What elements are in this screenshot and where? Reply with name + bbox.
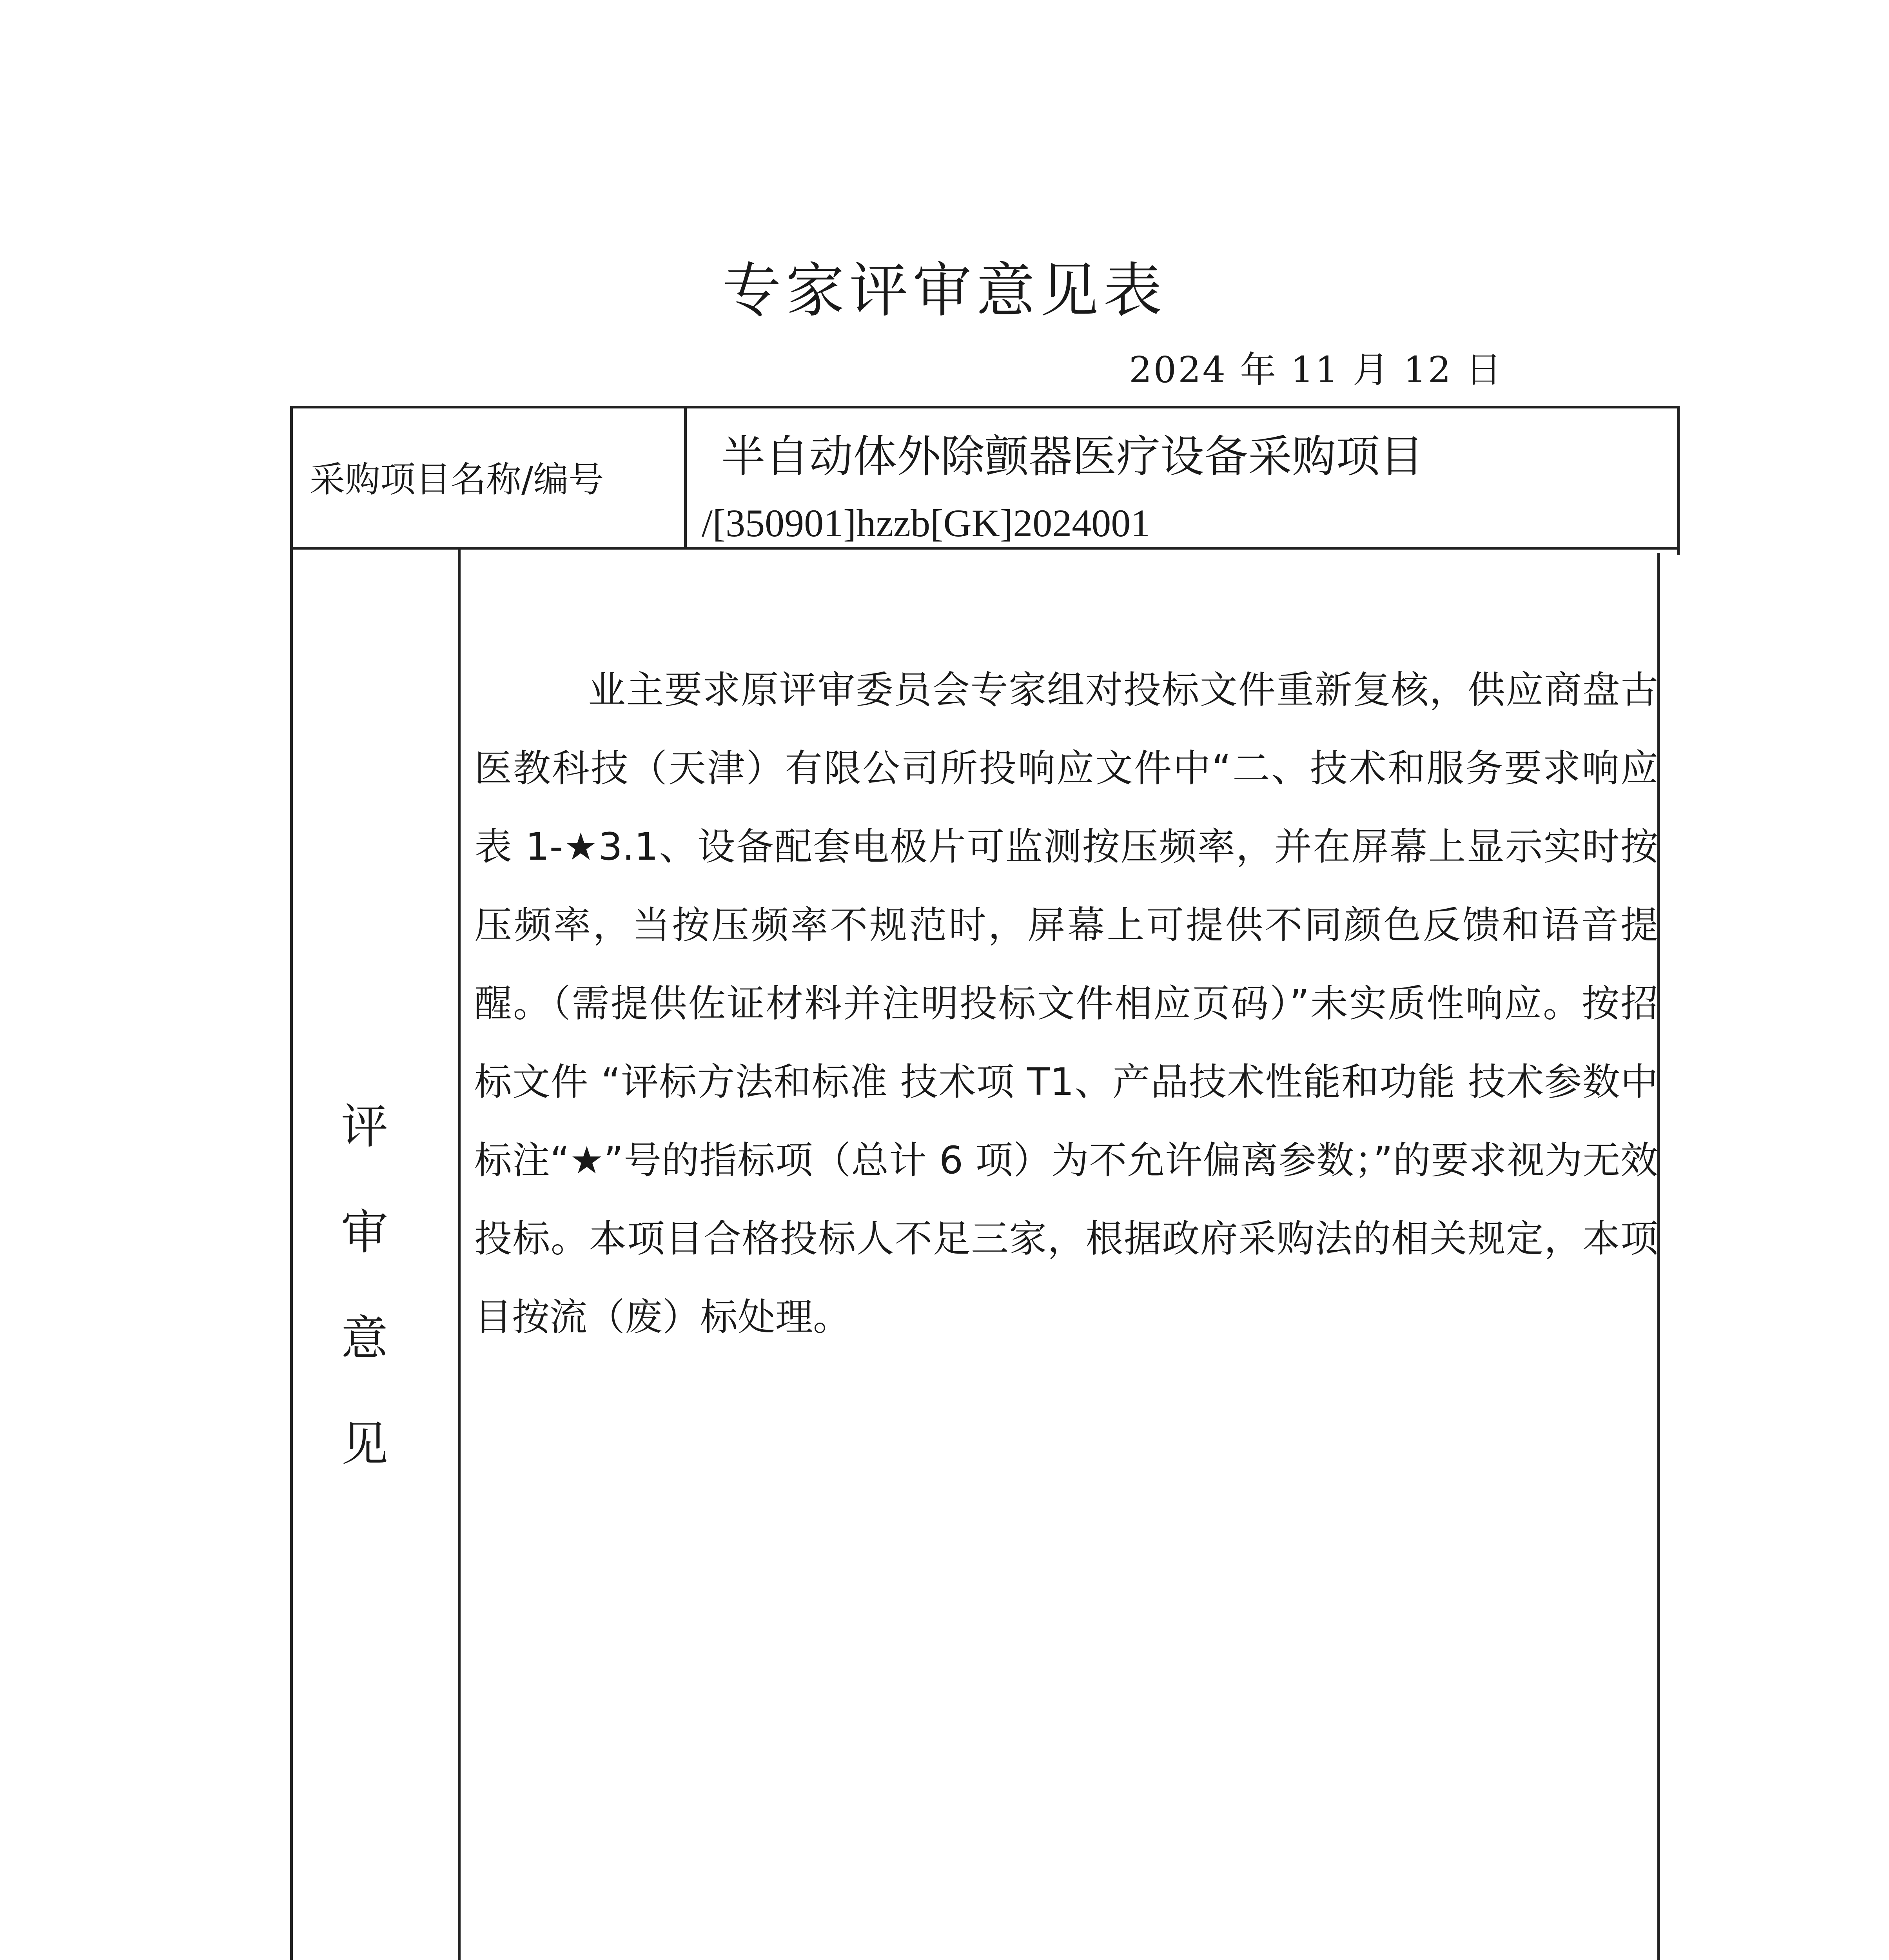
- document-date: 2024 年 11 月 12 日: [1129, 349, 1503, 391]
- review-column-divider: [458, 547, 461, 1960]
- table-border-top: [290, 406, 1680, 408]
- table-border-left: [290, 406, 293, 1960]
- review-label: 评 审 意 见: [341, 1100, 388, 1472]
- project-column-divider: [684, 406, 687, 547]
- page-title: 专家评审意见表: [722, 257, 1167, 325]
- table-border-right-upper: [1677, 406, 1680, 555]
- review-opinion: [474, 651, 1658, 1356]
- project-code: /[350901]hzzb[GK]2024001: [702, 501, 1150, 545]
- review-opinion-text: 业主要求原评审委员会专家组对投标文件重新复核，供应商盘古医教科技（天津）有限公司所投响应文件中“二、技术和服务要求响应表 1-★3.1、设备配套电极片可监测按压频率，并在屏幕上显示实时按压频率，当按压频率不规范时，屏幕上可提供不同颜色反馈和语音提醒。（需提供佐证材料并注明投标文件相应页码）”未实质性响应。按招标文件 “评标方法和标准 技术项 T1、产品技术性能和功能 技术参数中标注“★”号的指标项（总计 6 项）为不允许偏离参数；”的要求视为无效投标。本项目合格投标人不足三家，根据政府采购法的相关规定，本项目按流（废）标处理。: [474, 668, 1658, 1339]
- project-label: 采购项目名称/编号: [310, 459, 604, 500]
- project-name: 半自动体外除颤器医疗设备采购项目: [721, 431, 1424, 482]
